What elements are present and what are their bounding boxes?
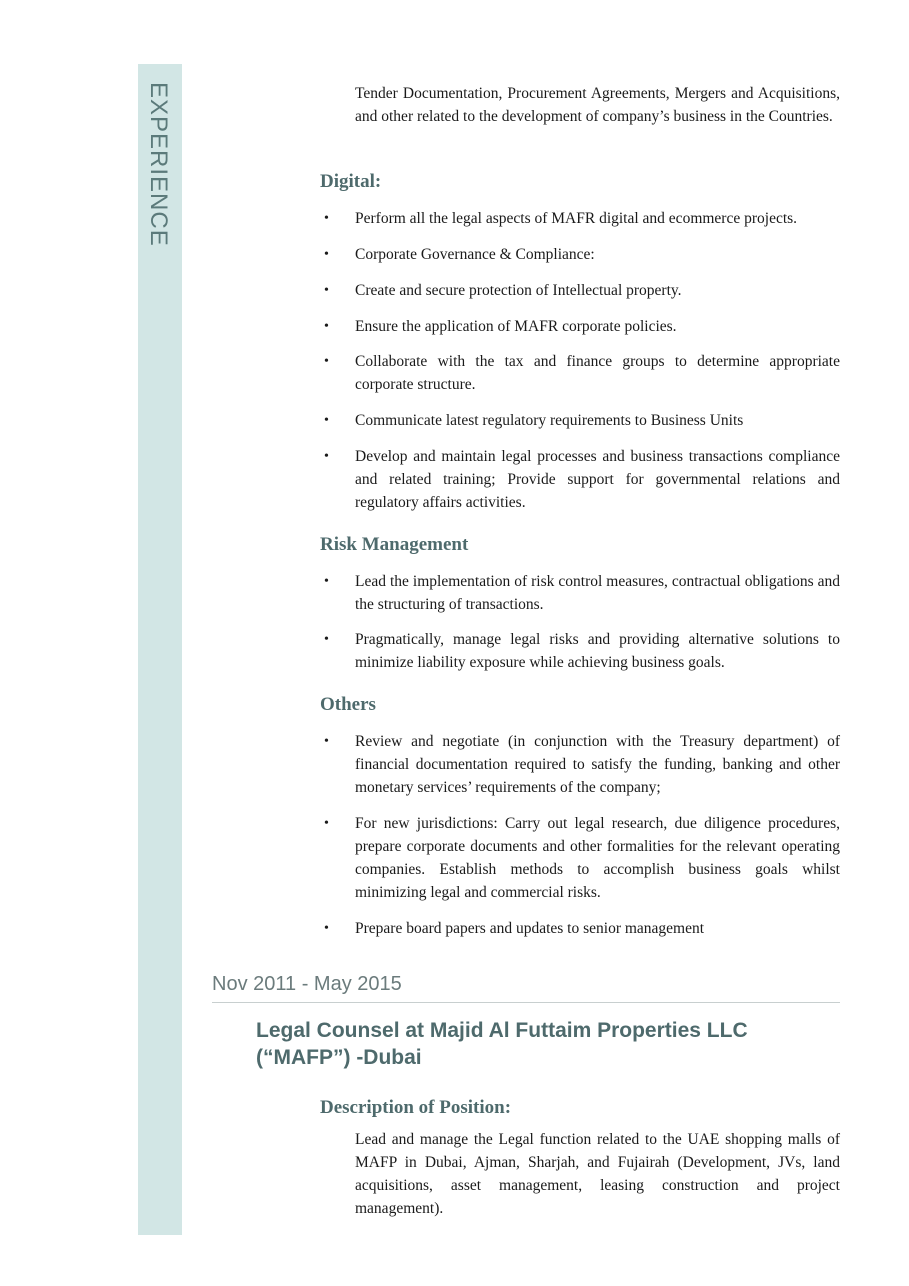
job-title-line1: Legal Counsel at Majid Al Futtaim Properties LLC — [256, 1019, 748, 1042]
risk-item: • Pragmatically, manage legal risks and providing alternative solutions to minimize liability exposure while achieving business goals. — [355, 628, 840, 674]
job-dates: Nov 2011 - May 2015 — [212, 973, 402, 995]
digital-heading: Digital: — [320, 171, 382, 192]
digital-item: • Ensure the application of MAFR corporate policies. — [355, 315, 840, 338]
digital-item: • Collaborate with the tax and finance groups to determine appropriate corporate structure. — [355, 350, 840, 396]
others-item: • Review and negotiate (in conjunction with the Treasury department) of financial documentation required to satisfy the funding, banking and other monetary services’ requirements of the company; — [355, 730, 840, 799]
others-item: • For new jurisdictions: Carry out legal research, due diligence procedures, prepare corporate documents and other formalities for the relevant operating companies. Establish methods to accomplish business goals whilst minimizing legal and commercial risks. — [355, 812, 840, 904]
job-title-line2: (“MAFP”) -Dubai — [256, 1046, 422, 1069]
intro-paragraph: Tender Documentation, Procurement Agreements, Mergers and Acquisitions, and other related to the development of company’s business in the Countries. — [355, 85, 840, 125]
description-heading: Description of Position: — [320, 1097, 512, 1118]
digital-item: • Develop and maintain legal processes and business transactions compliance and related training; Provide support for governmental relations and regulatory affairs activities. — [355, 445, 840, 514]
digital-item: • Create and secure protection of Intellectual property. — [355, 279, 840, 302]
divider — [212, 1002, 840, 1003]
description-paragraph: Lead and manage the Legal function related to the UAE shopping malls of MAFP in Dubai, Ajman, Sharjah, and Fujairah (Development, JVs, land acquisitions, asset management, leasing construction and project management). — [355, 1131, 840, 1217]
others-heading: Others — [320, 694, 376, 715]
others-item: • Prepare board papers and updates to senior management — [355, 917, 840, 940]
job-title — [256, 1017, 776, 1071]
digital-item: • Communicate latest regulatory requirements to Business Units — [355, 409, 840, 432]
digital-item: • Perform all the legal aspects of MAFR digital and ecommerce projects. — [355, 207, 840, 230]
risk-management-heading: Risk Management — [320, 534, 469, 555]
sidebar-section-label: EXPERIENCE — [145, 82, 172, 247]
digital-item: • Corporate Governance & Compliance: — [355, 243, 840, 266]
risk-item: • Lead the implementation of risk control measures, contractual obligations and the structuring of transactions. — [355, 570, 840, 616]
